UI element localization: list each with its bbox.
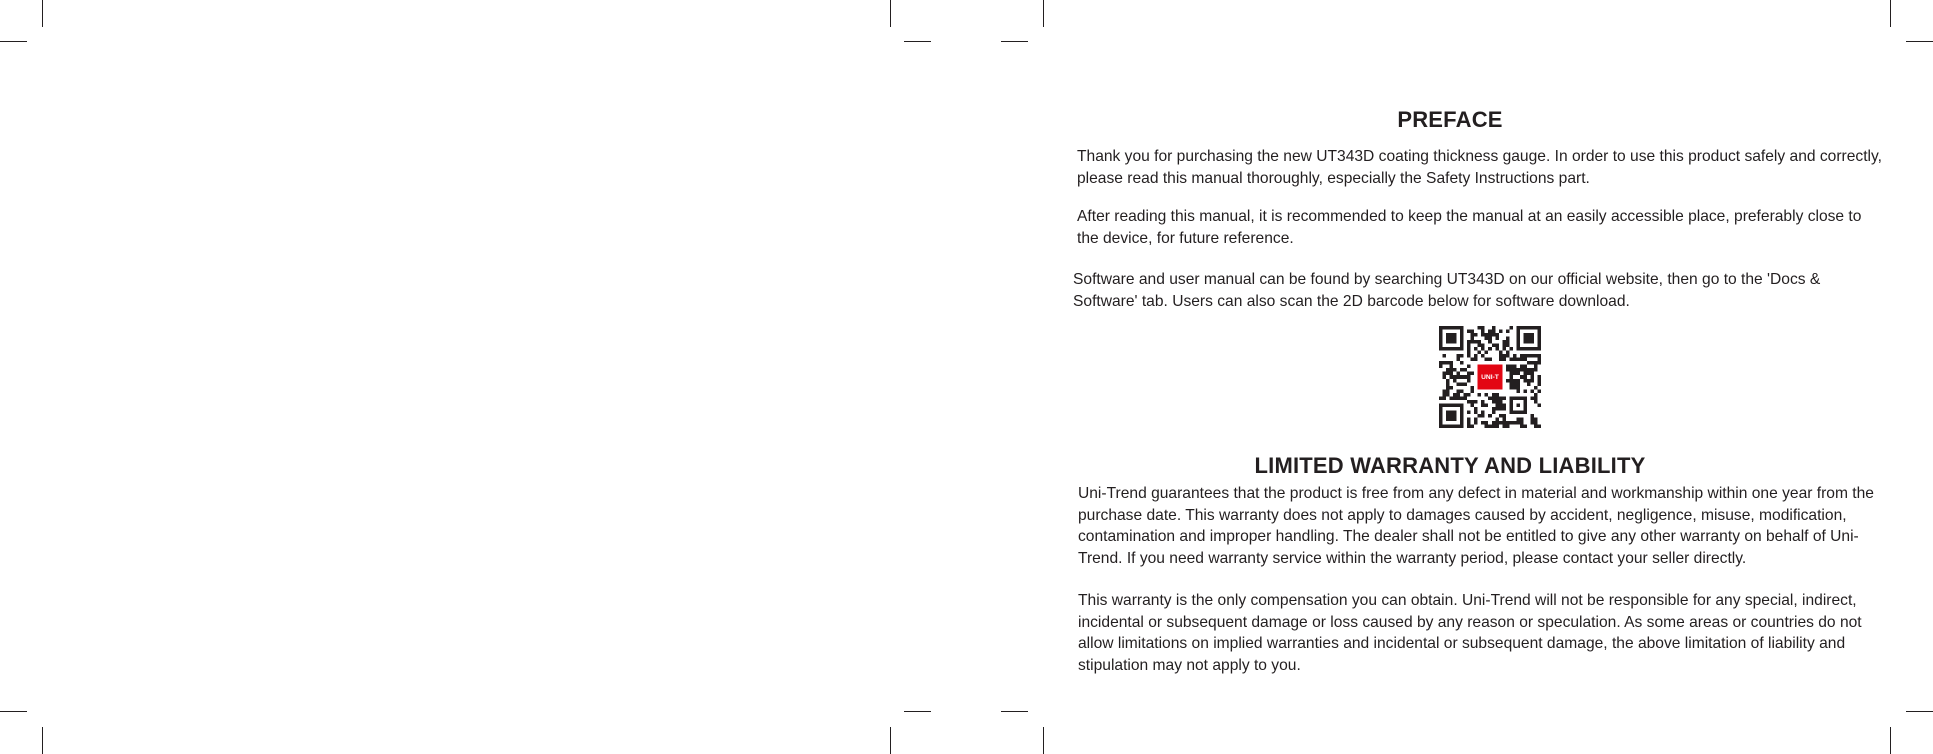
crop-mark (1890, 727, 1891, 754)
crop-mark (1906, 41, 1933, 42)
crop-mark (42, 727, 43, 754)
preface-paragraph: Thank you for purchasing the new UT343D coating thickness gauge. In order to use this product safely and correctly, please read this manual thoroughly, especially the Safety Instructions part. (1077, 148, 1882, 187)
manual-page (1040, 0, 1890, 754)
crop-mark (890, 0, 891, 27)
crop-mark (1001, 41, 1028, 42)
warranty-paragraph: This warranty is the only compensation you can obtain. Uni-Trend will not be responsible for any special, indirect, incidental or subsequent damage or loss caused by any reason or speculation. As some areas or countries do not allow limitations on implied warranties and incidental or subsequent damage, the above limitation of liability and stipulation may not apply to you. (1078, 592, 1862, 674)
qr-logo-text: UNI-T (1481, 374, 1499, 382)
crop-mark (904, 41, 931, 42)
preface-paragraph: After reading this manual, it is recommended to keep the manual at an easily accessible place, preferably close to the device, for future reference. (1077, 208, 1862, 247)
preface-paragraph: Software and user manual can be found by searching UT343D on our official website, then go to the 'Docs & Software' tab. Users can also scan the 2D barcode below for software download. (1073, 271, 1821, 310)
crop-mark (890, 727, 891, 754)
warranty-paragraph: Uni-Trend guarantees that the product is free from any defect in material and workmanship within one year from the purchase date. This warranty does not apply to damages caused by accident, negligence, misuse, modification, contamination and improper handling. The dealer shall not be entitled to give any other warranty on behalf of Uni-Trend. If you need warranty service within the warranty period, please contact your seller directly. (1078, 485, 1874, 567)
crop-mark (1890, 0, 1891, 27)
crop-mark (1906, 711, 1933, 712)
warranty-title: LIMITED WARRANTY AND LIABILITY (1254, 453, 1646, 478)
crop-mark (0, 41, 27, 42)
crop-mark (42, 0, 43, 27)
preface-title: PREFACE (1397, 107, 1503, 132)
crop-mark (0, 711, 27, 712)
software-download-qr-code[interactable] (1439, 326, 1541, 428)
crop-mark (1001, 711, 1028, 712)
crop-mark (904, 711, 931, 712)
